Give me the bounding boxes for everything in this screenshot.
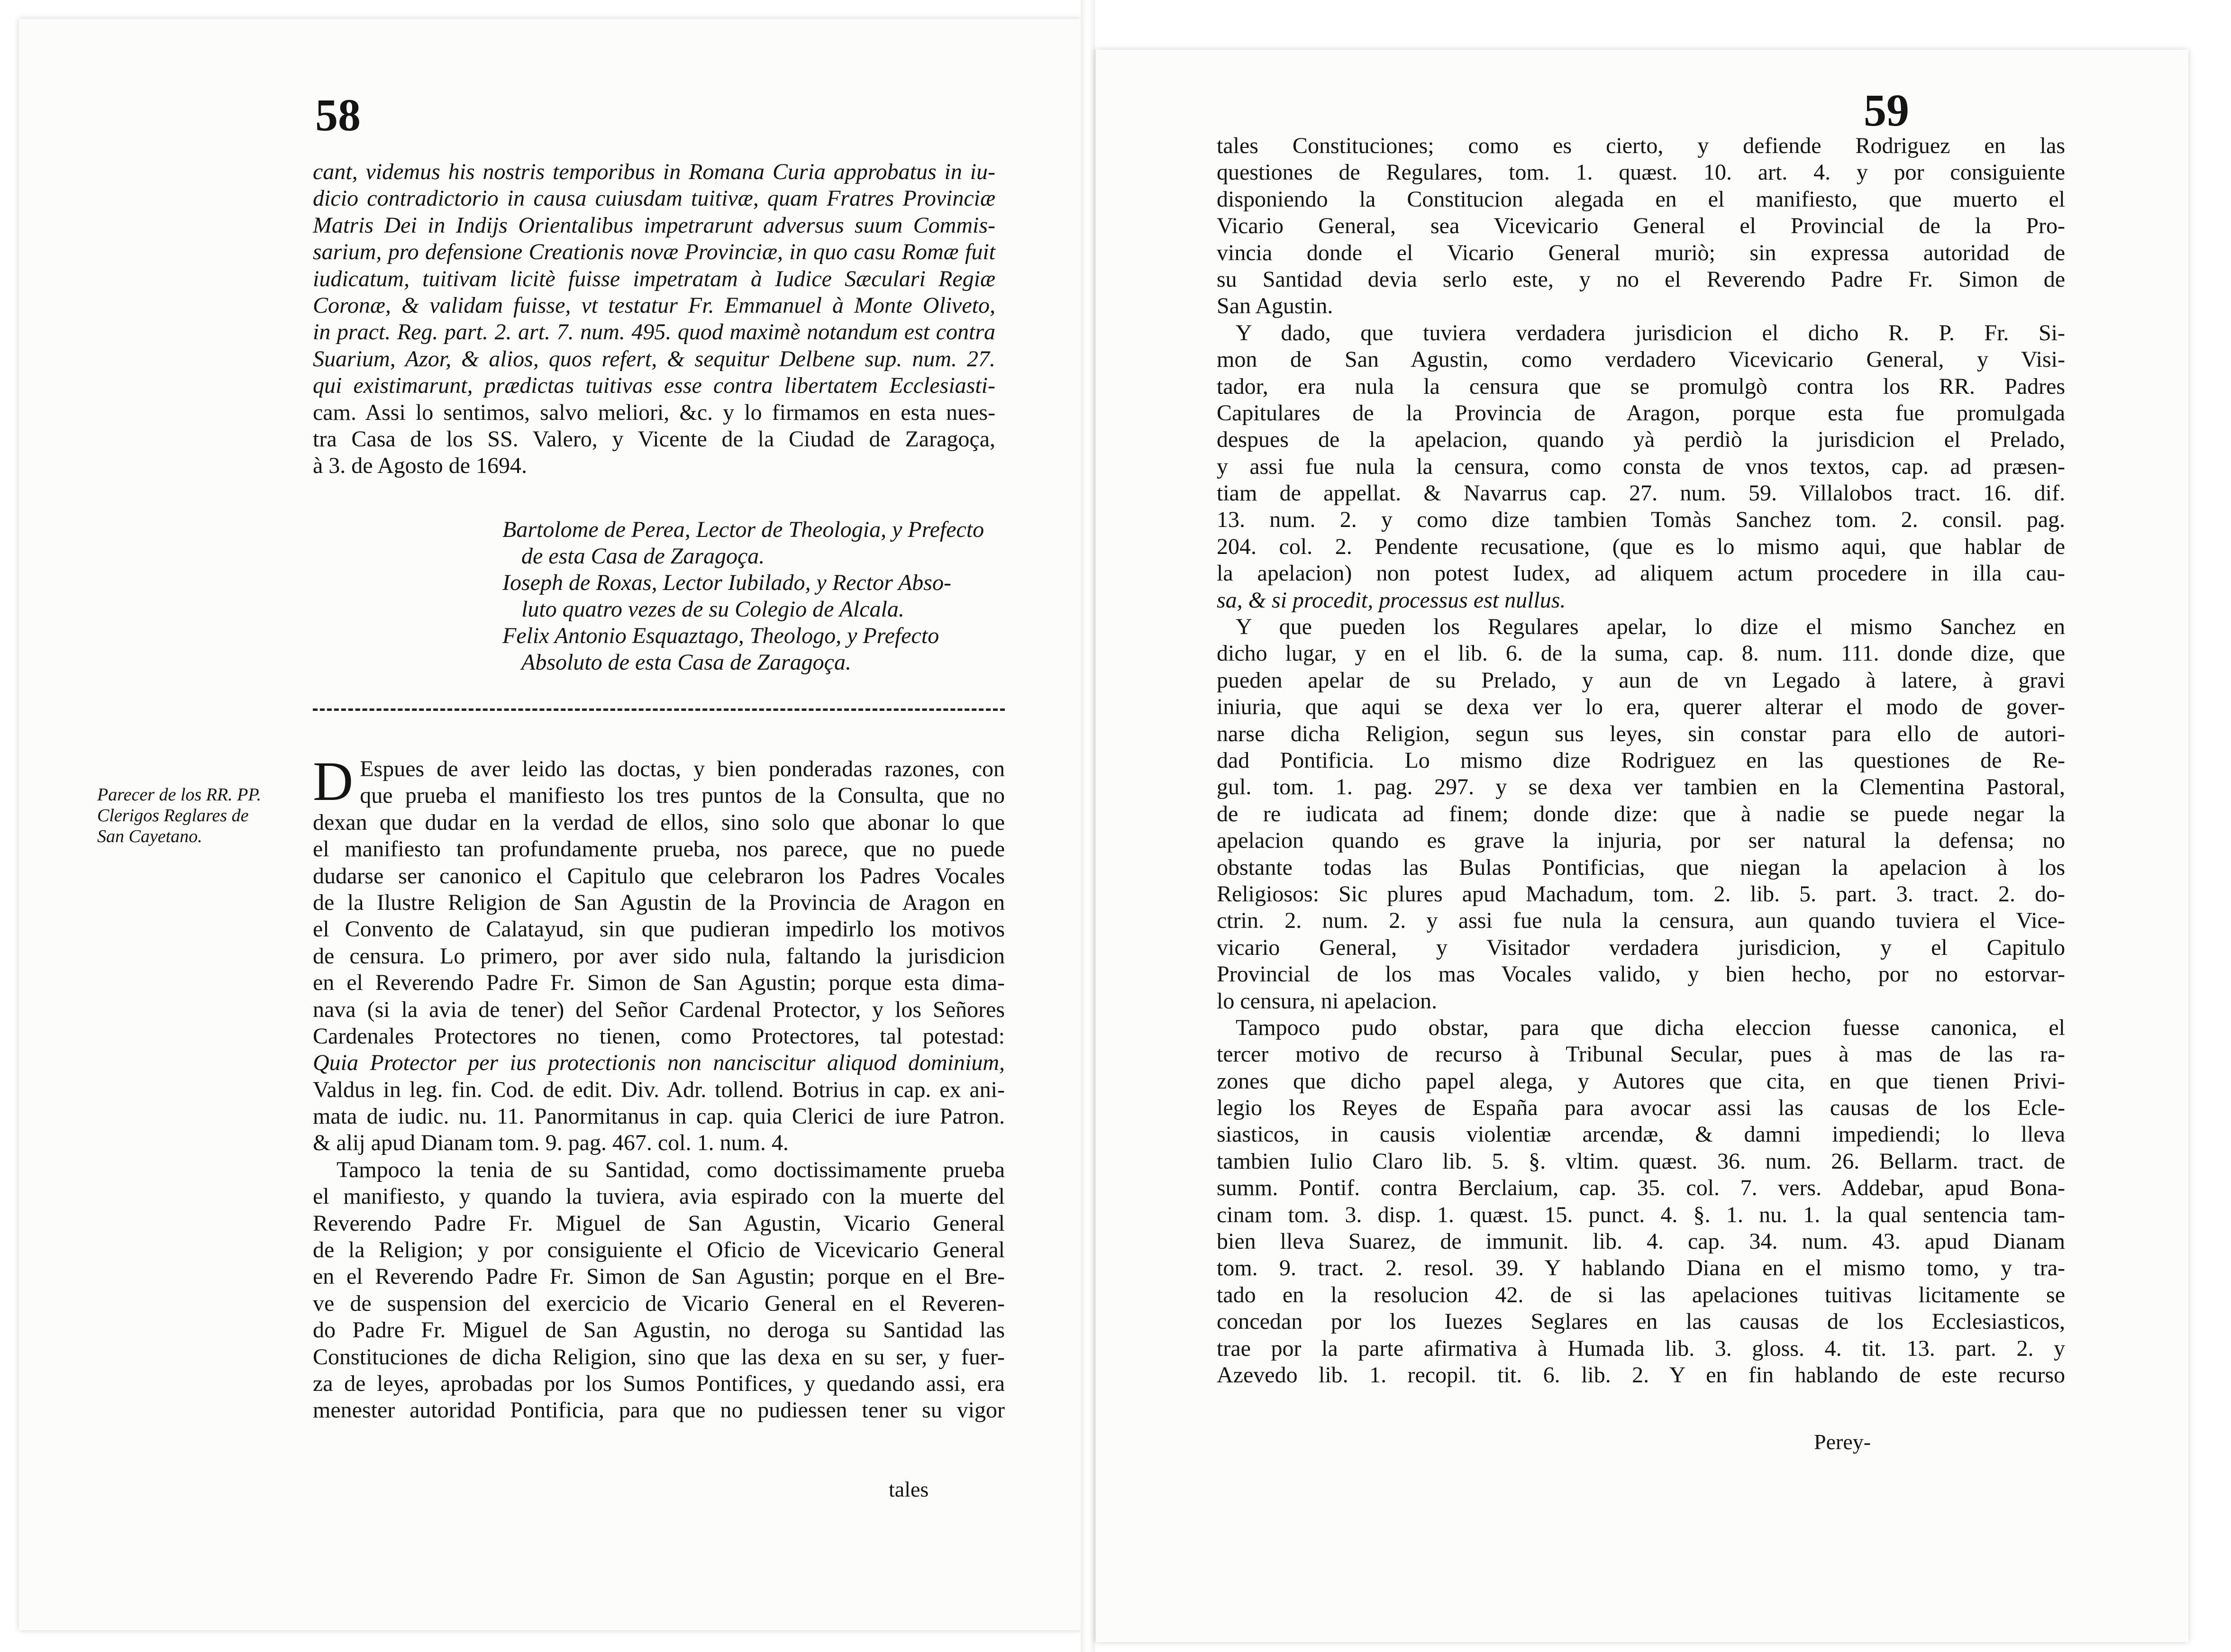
page-number: 59 bbox=[1864, 85, 1909, 136]
catchword: tales bbox=[889, 1477, 929, 1501]
opinion-continuation: tales Constituciones; como es cierto, y defiende Rodriguez en las questiones de Regulares, tom. 1. quæst. 10. art. 4. y por consiguiente disponiendo la Constitucion alegada en el manifiesto, que muerto el Vicario General, sea Vicevicario General el Provincial de la Pro- vincia donde el Vicario General muriò; sin expressa autoridad de su Santidad devia serlo este, y no el Reverendo Padre Fr. Simon de San Agustin. Y dado, que tuviera verdadera jurisdicion el dicho R. P. Fr. Si- mon de San Agustin, como verdadero Vicevicario General, y Visi- tador, era nula la censura que se promulgò contra los RR. Padres Capitulares de la Provincia de Aragon, porque esta fue promulgada despues de la apelacion, quando yà perdiò la jurisdicion el Prelado, y assi fue nula la censura, como consta de vnos textos, cap. ad præsen- tiam de appellat. & Navarrus cap. 27. num. 59. Villalobos tract. 16. dif. 13. num. 2. y como dize tambien Tomàs Sanchez tom. 2. consil. pag. 204. col. 2. Pendente recusatione, (que es lo mismo aqui, que hablar de la apelacion) non potest Iudex, ad aliquem actum procedere in illa cau- sa, & si procedit, processus est nullus. Y que pueden los Regulares apelar, lo dize el mismo Sanchez en dicho lugar, y en el lib. 6. de la suma, cap. 8. num. 111. donde dize, que pueden apelar de su Prelado, y aun de vn Legado à latere, à gravi iniuria, que aqui se dexa ver lo era, querer alterar el modo de gover- narse dicha Religion, segun sus leyes, sin constar para ello de autori- dad Pontificia. Lo mismo dize Rodriguez en las questiones de Re- gul. tom. 1. pag. 297. y se dexa ver tambien en la Clementina Pastoral, de re iudicata ad finem; donde dize: que à nadie se puede negar la apelacion quando es grave la injuria, por ser natural la defensa; no obstante todas las Bulas Pontificias, que niegan la apelacion à los Religiosos: Sic plures apud Machadum, tom. 2. lib. 5. part. 3. tract. 2. do- ctrin. 2. num. 2. y assi fue nula la censura, aun quando tuviera el Vice- vicario General, y Visitador verdadera jurisdicion, y el Capitulo Provincial de los mas Vocales valido, y bien hecho, por no estorvar- lo censura, ni apelacion. Tampoco pudo obstar, para que dicha eleccion fuesse canonica, el tercer motivo de recurso à Tribunal Secular, pues à mas de las ra- zones que dicho papel alega, y Autores que cita, en que tienen Privi- legio los Reyes de España para avocar assi las causas de los Ecle- siasticos, in causis violentiæ arcendæ, & damni impediendi; lo lleva tambien Iulio Claro lib. 5. §. vltim. quæst. 36. num. 26. Bellarm. tract. de summ. Pontif. contra Berclaium, cap. 35. col. 7. vers. Addebar, apud Bona- cinam tom. 3. disp. 1. quæst. 15. punct. 4. §. 1. nu. 1. la qual sentencia tam- bien lleva Suarez, de immunit. lib. 4. cap. 34. num. 43. apud Dianam tom. 9. tract. 2. resol. 39. Y hablando Diana en el mismo tomo, y tra- tado en la resolucion 42. de si las apelaciones tuitivas licitamente se concedan por los Iuezes Seglares en las causas de los Ecclesiasticos, trae por la parte afirmativa à Humada lib. 3. gloss. 4. tit. 13. part. 2. y Azevedo lib. 1. recopil. tit. 6. lib. 2. Y en fin hablando de este recurso bbox=[1217, 133, 2065, 1388]
drop-cap: D bbox=[313, 750, 354, 812]
margin-note: Parecer de los RR. PP. Clerigos Reglares de San Cayetano. bbox=[97, 785, 262, 846]
left-page bbox=[19, 19, 1082, 1630]
opinion-text-cayetano: D Espues de aver leido las doctas, y bien ponderadas razones, con que prueba el manifiesto los tres puntos de la Consulta, que no dexan que dudar en la verdad de ellos, sino solo que abonar lo que el manifiesto tan profundamente prueba, nos parece, que no puede dudarse ser canonico el Capitulo que celebraron los Padres Vocales de la Ilustre Religion de San Agustin de la Provincia de Aragon en el Convento de Calatayud, sin que pudieran impedirlo los motivos de censura. Lo primero, por aver sido nula, faltando la jurisdicion en el Reverendo Padre Fr. Simon de San Agustin; porque esta dima- nava (si la avia de tener) del Señor Cardenal Protector, y los Señores Cardenales Protectores no tienen, como Protectores, tal potestad: Quia Protector per ius protectionis non nanciscitur aliquod dominium, Valdus in leg. fin. Cod. de edit. Div. Adr. tollend. Botrius in cap. ex ani- mata de iudic. nu. 11. Panormitanus in cap. quia Clerici de iure Patron. & alij apud Dianam tom. 9. pag. 467. col. 1. num. 4. Tampoco la tenia de su Santidad, como doctissimamente prueba el manifiesto, y quando la tuviera, avia espirado con la muerte del Reverendo Padre Fr. Miguel de San Agustin, Vicario General de la Religion; y por consiguiente el Oficio de Vicevicario General en el Reverendo Padre Fr. Simon de San Agustin; porque en el Bre- ve de suspension del exercicio de Vicario General en el Reveren- do Padre Fr. Miguel de San Agustin, no deroga su Santidad las Constituciones de dicha Religion, sino que las dexa en su ser, y fuer- za de leyes, aprobadas por los Sumos Pontifices, y quedando assi, era menester autoridad Pontificia, para que no pudiessen tener su vigor bbox=[313, 750, 1005, 1423]
page-number: 58 bbox=[315, 90, 361, 140]
signature-roxas: Ioseph de Roxas, Lector Iubilado, y Rector Abso- bbox=[502, 570, 951, 595]
section-divider bbox=[313, 708, 1005, 713]
book-gutter bbox=[1081, 0, 1095, 1652]
signature-perea: Bartolome de Perea, Lector de Theologia, y Prefecto bbox=[502, 517, 984, 542]
opinion-text-latin: cant, videmus his nostris temporibus in Romana Curia approbatus in iu- dicio contradictorio in causa cuiusdam tuitivæ, quam Fratres Provinciæ Matris Dei in Indijs Orientalibus impetrarunt adversus suum Commis- sarium, pro defensione Creationis novæ Provinciæ, in quo casu Romæ fuit iudicatum, tuitivam licitè fuisse impetratam à Iudice Sæculari Regiæ Coronæ, & validam fuisse, vt testatur Fr. Emmanuel à Monte Oliveto, in pract. Reg. part. 2. art. 7. num. 495. quod maximè notandum est contra Suarium, Azor, & alios, quos refert, & sequitur Delbene sup. num. 27. qui existimarunt, prædictas tuitivas esse contra libertatem Ecclesiasti- cam. Assi lo sentimos, salvo meliori, &c. y lo firmamos en esta nues- tra Casa de los SS. Valero, y Vicente de la Ciudad de Zaragoça, à 3. de Agosto de 1694. bbox=[313, 159, 995, 479]
signature-esquaztago: Felix Antonio Esquaztago, Theologo, y Prefecto bbox=[502, 623, 939, 648]
right-page bbox=[1095, 50, 2188, 1642]
signatures: Bartolome de Perea, Lector de Theologia, y Prefecto de esta Casa de Zaragoça. Ioseph de Roxas, Lector Iubilado, y Rector Abso- luto quatro vezes de su Colegio de Alcala. Felix Antonio Esquaztago, Theologo, y Prefecto Absoluto de esta Casa de Zaragoça. bbox=[502, 517, 1000, 676]
catchword: Perey- bbox=[1814, 1430, 1871, 1454]
